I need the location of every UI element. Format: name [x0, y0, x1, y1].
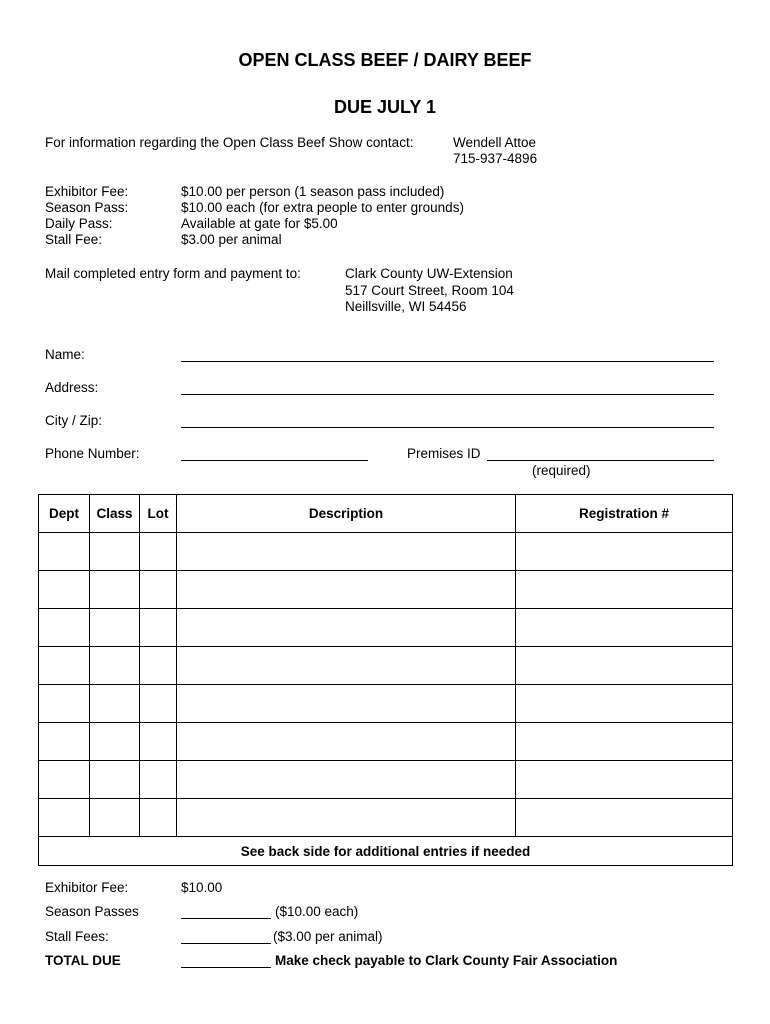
table-row	[39, 609, 733, 647]
fee-label: Daily Pass:	[45, 216, 113, 231]
dept-cell[interactable]	[39, 685, 90, 723]
name-field[interactable]	[181, 361, 714, 362]
class-cell[interactable]	[90, 685, 140, 723]
season-passes-label: Season Passes	[45, 904, 139, 919]
fee-value: Available at gate for $5.00	[181, 216, 338, 231]
column-header-class: Class	[90, 495, 140, 533]
registration-cell[interactable]	[516, 533, 733, 571]
address-field[interactable]	[181, 394, 714, 395]
table-header-row	[39, 495, 733, 533]
lot-cell[interactable]	[140, 647, 177, 685]
stall-fees-label: Stall Fees:	[45, 929, 109, 944]
description-cell[interactable]	[177, 647, 516, 685]
total-due-label: TOTAL DUE	[45, 953, 121, 968]
class-cell[interactable]	[90, 799, 140, 837]
dept-cell[interactable]	[39, 723, 90, 761]
registration-cell[interactable]	[516, 647, 733, 685]
class-cell[interactable]	[90, 533, 140, 571]
registration-cell[interactable]	[516, 799, 733, 837]
form-title: OPEN CLASS BEEF / DAIRY BEEF	[238, 50, 532, 70]
lot-cell[interactable]	[140, 609, 177, 647]
fee-value: $10.00 per person (1 season pass included)	[181, 184, 445, 199]
due-date: DUE JULY 1	[333, 97, 437, 117]
class-cell[interactable]	[90, 723, 140, 761]
description-cell[interactable]	[177, 723, 516, 761]
registration-cell[interactable]	[516, 571, 733, 609]
name-label: Name:	[45, 347, 85, 362]
column-header-registration: Registration #	[516, 495, 733, 533]
lot-cell[interactable]	[140, 799, 177, 837]
mail-label: Mail completed entry form and payment to:	[45, 266, 301, 281]
column-header-lot: Lot	[140, 495, 177, 533]
lot-cell[interactable]	[140, 685, 177, 723]
dept-cell[interactable]	[39, 799, 90, 837]
contact-name: Wendell Attoe	[453, 135, 537, 150]
description-cell[interactable]	[177, 799, 516, 837]
contact-phone: 715-937-4896	[453, 151, 538, 166]
column-header-dept: Dept	[39, 495, 90, 533]
table-row	[39, 723, 733, 761]
registration-cell[interactable]	[516, 685, 733, 723]
premises-required-note: (required)	[532, 463, 591, 478]
description-cell[interactable]	[177, 761, 516, 799]
exhibitor-fee-label: Exhibitor Fee:	[45, 880, 129, 895]
premises-id-label: Premises ID	[407, 446, 481, 461]
total-due-field[interactable]	[181, 967, 271, 968]
stall-fees-note: ($3.00 per animal)	[273, 929, 383, 944]
class-cell[interactable]	[90, 761, 140, 799]
contact-label: For information regarding the Open Class Beef Show contact:	[45, 135, 414, 150]
dept-cell[interactable]	[39, 761, 90, 799]
table-footer-row	[39, 837, 733, 866]
lot-cell[interactable]	[140, 533, 177, 571]
description-cell[interactable]	[177, 533, 516, 571]
dept-cell[interactable]	[39, 571, 90, 609]
exhibitor-fee-value: $10.00	[181, 880, 223, 895]
season-passes-note: ($10.00 each)	[275, 904, 359, 919]
registration-cell[interactable]	[516, 761, 733, 799]
check-payable-note: Make check payable to Clark County Fair Association	[275, 953, 618, 968]
entries-table	[38, 494, 733, 866]
registration-cell[interactable]	[516, 723, 733, 761]
fee-label: Season Pass:	[45, 200, 129, 215]
description-cell[interactable]	[177, 609, 516, 647]
dept-cell[interactable]	[39, 609, 90, 647]
lot-cell[interactable]	[140, 571, 177, 609]
table-row	[39, 571, 733, 609]
description-cell[interactable]	[177, 685, 516, 723]
table-row	[39, 533, 733, 571]
column-header-description: Description	[177, 495, 516, 533]
dept-cell[interactable]	[39, 647, 90, 685]
class-cell[interactable]	[90, 647, 140, 685]
season-passes-field[interactable]	[181, 918, 271, 919]
class-cell[interactable]	[90, 571, 140, 609]
table-row	[39, 761, 733, 799]
registration-cell[interactable]	[516, 609, 733, 647]
dept-cell[interactable]	[39, 533, 90, 571]
fee-value: $10.00 each (for extra people to enter grounds)	[181, 200, 464, 215]
mail-address-line: Neillsville, WI 54456	[345, 299, 467, 314]
lot-cell[interactable]	[140, 723, 177, 761]
phone-label: Phone Number:	[45, 446, 140, 461]
phone-field[interactable]	[181, 460, 368, 461]
description-cell[interactable]	[177, 571, 516, 609]
fee-value: $3.00 per animal	[181, 232, 282, 247]
lot-cell[interactable]	[140, 761, 177, 799]
mail-address-line: Clark County UW-Extension	[345, 266, 513, 281]
class-cell[interactable]	[90, 609, 140, 647]
table-row	[39, 799, 733, 837]
table-row	[39, 685, 733, 723]
mail-address-line: 517 Court Street, Room 104	[345, 283, 514, 298]
premises-id-field[interactable]	[487, 460, 714, 461]
address-label: Address:	[45, 380, 99, 395]
stall-fees-field[interactable]	[181, 943, 271, 944]
table-row	[39, 647, 733, 685]
fee-label: Exhibitor Fee:	[45, 184, 129, 199]
city-zip-field[interactable]	[181, 427, 714, 428]
fee-label: Stall Fee:	[45, 232, 103, 247]
city-zip-label: City / Zip:	[45, 413, 103, 428]
additional-entries-note: See back side for additional entries if needed	[39, 837, 733, 866]
